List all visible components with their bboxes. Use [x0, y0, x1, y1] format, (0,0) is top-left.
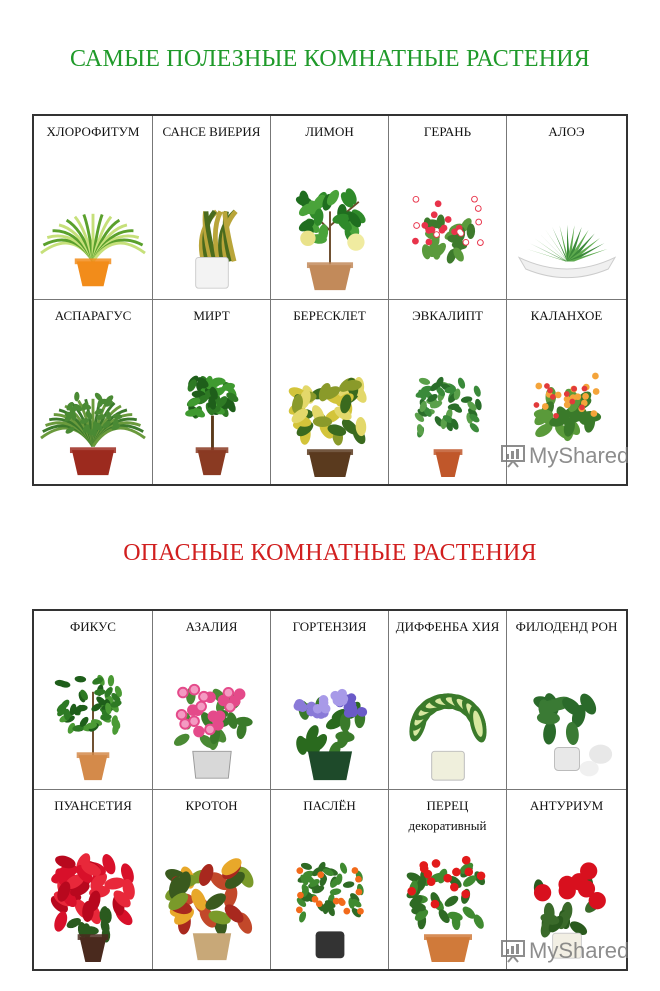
plant-cell — [34, 116, 153, 300]
plant-image — [275, 843, 385, 963]
plant-name: БЕРЕСКЛЕТ — [293, 308, 366, 323]
plant-image — [393, 843, 503, 963]
plant-name: ПЕРЕЦ — [426, 798, 469, 813]
plant-name: ПАСЛЁН — [303, 798, 356, 813]
plant-image — [393, 358, 503, 478]
plant-name: МИРТ — [193, 308, 230, 323]
plant-name: ДИФФЕНБА ХИЯ — [395, 619, 500, 634]
useful-plants-title: САМЫЕ ПОЛЕЗНЫЕ КОМНАТНЫЕ РАСТЕНИЯ — [70, 46, 590, 72]
plant-cell — [271, 790, 389, 969]
plant-name: САНСЕ ВИЕРИЯ — [162, 124, 261, 139]
plant-name: ФИКУС — [70, 619, 116, 634]
dangerous-plants-title: ОПАСНЫЕ КОМНАТНЫЕ РАСТЕНИЯ — [123, 540, 537, 566]
plant-name: ФИЛОДЕНД РОН — [515, 619, 618, 634]
dangerous-plants-grid — [32, 609, 628, 971]
plant-image — [38, 173, 148, 293]
plant-cell — [507, 611, 626, 790]
plant-image — [38, 358, 148, 478]
watermark — [500, 443, 629, 469]
plant-name: АСПАРАГУС — [54, 308, 132, 323]
plant-image — [275, 358, 385, 478]
watermark-text: MyShared — [529, 938, 630, 963]
plant-cell — [153, 116, 271, 300]
plant-cell — [153, 611, 271, 790]
plant-cell — [271, 116, 389, 300]
watermark-text: MyShared — [529, 443, 630, 468]
plant-image — [275, 663, 385, 783]
plant-cell — [389, 116, 507, 300]
plant-name: АЛОЭ — [548, 124, 585, 139]
plant-image — [157, 843, 267, 963]
plant-name: АНТУРИУМ — [529, 798, 604, 813]
plant-image — [38, 663, 148, 783]
watermark — [500, 938, 629, 964]
plant-cell — [34, 790, 153, 969]
plant-cell — [389, 790, 507, 969]
plant-cell — [271, 300, 389, 484]
plant-cell — [389, 300, 507, 484]
plant-image — [393, 173, 503, 293]
presentation-icon — [500, 939, 526, 963]
plant-name: ПУАНСЕТИЯ — [54, 798, 132, 813]
plant-image — [512, 663, 622, 783]
plant-image — [157, 173, 267, 293]
plant-cell — [271, 611, 389, 790]
plant-cell — [507, 116, 626, 300]
plant-name: ЭВКАЛИПТ — [412, 308, 483, 323]
plant-name: ЛИМОН — [305, 124, 354, 139]
plant-name: ГОРТЕНЗИЯ — [292, 619, 367, 634]
plant-image — [393, 663, 503, 783]
plant-cell — [34, 611, 153, 790]
plant-cell — [153, 300, 271, 484]
plant-cell — [389, 611, 507, 790]
plant-image — [157, 663, 267, 783]
plant-name: КРОТОН — [185, 798, 238, 813]
useful-plants-grid — [32, 114, 628, 486]
plant-image — [38, 843, 148, 963]
plant-name-sub: декоративный — [408, 818, 487, 833]
plant-image — [512, 173, 622, 293]
plant-cell — [34, 300, 153, 484]
plant-name: ГЕРАНЬ — [423, 124, 472, 139]
presentation-icon — [500, 444, 526, 468]
plant-name: КАЛАНХОЕ — [530, 308, 603, 323]
plant-image — [157, 358, 267, 478]
plant-image — [275, 173, 385, 293]
plant-name: АЗАЛИЯ — [185, 619, 238, 634]
plant-cell — [153, 790, 271, 969]
plant-name: ХЛОРОФИТУМ — [46, 124, 140, 139]
